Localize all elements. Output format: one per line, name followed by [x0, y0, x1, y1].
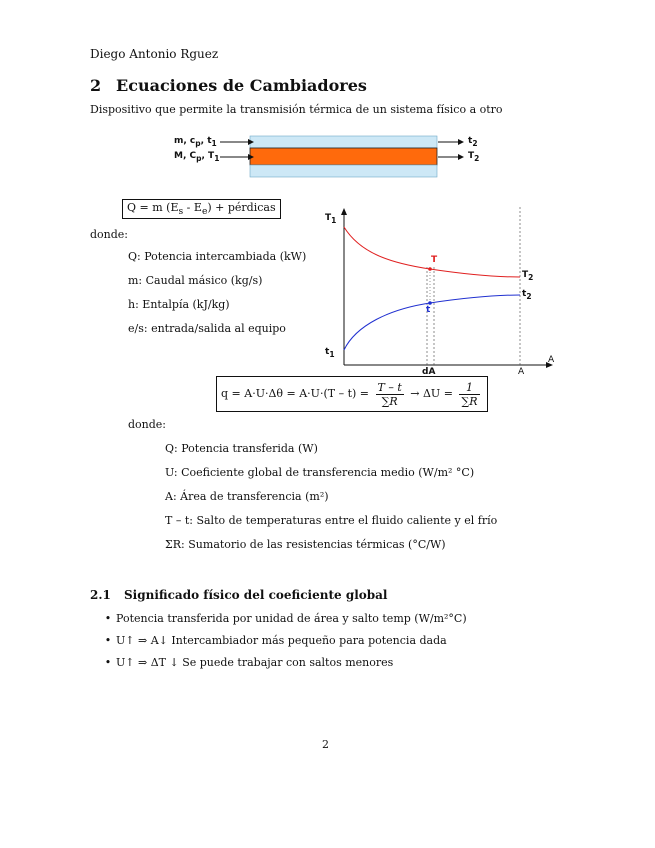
mid-cold-label: t: [426, 305, 431, 315]
bullet-item: • Potencia transferida por unidad de área y salto temp (W/m²°C): [100, 612, 467, 625]
donde-label-2: donde:: [128, 418, 167, 431]
def2-item: T – t: Salto de temperaturas entre el fluido caliente y el frío: [165, 514, 498, 527]
bullet-dot-icon: •: [104, 612, 112, 625]
section-title: [90, 76, 367, 95]
temperature-profile-graph: [320, 205, 560, 380]
def2-item: Q: Potencia transferida (W): [165, 442, 318, 455]
def2-item: ΣR: Sumatorio de las resistencias térmicas (°C/W): [165, 538, 446, 551]
end-area-label: A: [518, 367, 525, 377]
arrow-hot-out-head: [458, 154, 464, 160]
hot-point: [428, 267, 432, 271]
bullet-dot-icon: •: [104, 656, 112, 669]
cold-end-label: $t_2$: [522, 289, 532, 301]
section-number: 2: [90, 76, 102, 95]
mid-hot-label: T: [431, 255, 438, 265]
bullet-item: • U↑ ⇒ A↓ Intercambiador más pequeño para potencia dada: [100, 634, 447, 647]
def2-item: U: Coeficiente global de transferencia medio (W/m² °C): [165, 466, 475, 479]
hot-out-label: $T_2$: [468, 151, 480, 163]
bullet-item: • U↑ ⇒ ΔT ↓ Se puede trabajar con saltos menores: [100, 656, 393, 669]
x-axis-label: A: [548, 355, 555, 365]
arrow-cold-out-head: [458, 139, 464, 145]
def-item: m: Caudal másico (kg/s): [128, 274, 263, 287]
cold-out-label: $t_2$: [468, 136, 478, 148]
hot-fluid-core: [250, 148, 437, 165]
cold-fluid-curve: [344, 295, 520, 350]
def-item: h: Entalpía (kJ/kg): [128, 298, 230, 311]
subsection-title-text: Significado físico del coeficiente global: [124, 588, 388, 602]
y-top-label: $T_1$: [325, 213, 337, 225]
rate-eq-frac2: $\frac{1}{\sum R}$: [461, 380, 478, 408]
hot-in-label: M, $C_p$, $T_1$: [174, 151, 220, 163]
bullet-dot-icon: •: [104, 634, 112, 647]
y-bottom-label: $t_1$: [325, 347, 335, 359]
subsection-number: 2.1: [90, 588, 111, 602]
def2-item: A: Área de transferencia (m²): [165, 490, 329, 503]
cold-in-label: m, $c_p$, $t_1$: [174, 136, 217, 148]
hot-fluid-curve: [344, 227, 520, 277]
rate-eq-mid: → ΔU =: [410, 387, 453, 400]
dA-label: dA: [422, 367, 436, 377]
cold-fluid-top: [250, 136, 437, 148]
def-item: e/s: entrada/salida al equipo: [128, 322, 286, 335]
exchanger-diagram: [170, 130, 490, 182]
heat-rate-equation: [216, 376, 488, 412]
subsection-title: [90, 588, 388, 602]
rate-eq-frac1: $\frac{T - t}{\sum R}$: [377, 380, 402, 408]
page-number: 2: [322, 738, 329, 751]
donde-label-1: donde:: [90, 228, 129, 241]
author-header: Diego Antonio Rguez: [90, 47, 219, 61]
rate-eq-left: q = A·U·Δθ = A·U·(T – t) =: [221, 387, 369, 400]
section-title-text: Ecuaciones de Cambiadores: [116, 76, 367, 95]
intro-text: Dispositivo que permite la transmisión térmica de un sistema físico a otro: [90, 103, 503, 116]
cold-fluid-bottom: [250, 165, 437, 177]
energy-balance-equation: Q = m $(E_s - E_e)$ + pérdicas: [122, 199, 281, 219]
hot-end-label: $T_2$: [522, 270, 534, 282]
y-axis-arrow: [341, 208, 347, 215]
def-item: Q: Potencia intercambiada (kW): [128, 250, 307, 263]
